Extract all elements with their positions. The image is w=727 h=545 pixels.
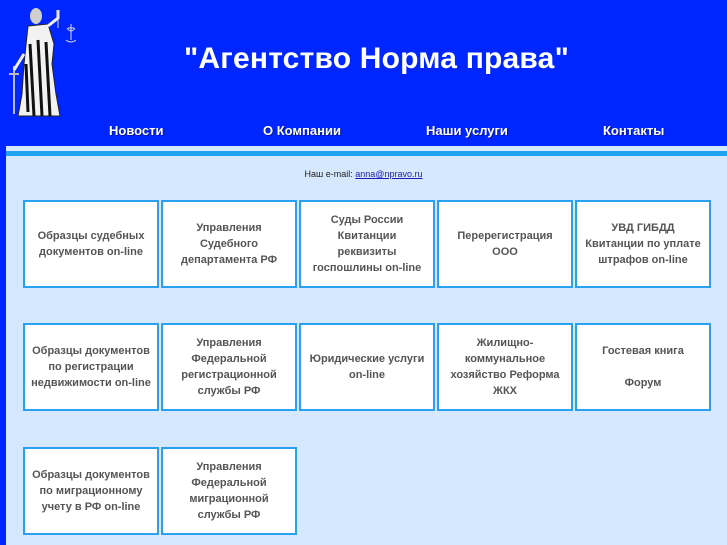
tile-judicial-department[interactable] [161,200,297,288]
tile-label: Управления Федеральной миграционной службы РФ [189,461,269,521]
tile-federal-migration-service[interactable] [161,447,297,535]
tile-label: Образцы документов по регистрации недвижимости on-line [31,345,151,389]
themis-logo-icon [4,4,76,120]
tile-label: Суды России Квитанции реквизиты госпошлины on-line [312,214,422,274]
tile-federal-registration-service[interactable] [161,323,297,411]
nav-news[interactable]: Новости [109,123,164,138]
nav-about[interactable]: О Компании [263,123,341,138]
tile-label: Перерегистрация ООО [457,230,553,258]
email-link[interactable]: anna@npravo.ru [355,169,423,179]
forum-link[interactable]: Форум [624,377,662,389]
tile-label: Юридические услуги on-line [309,353,425,381]
nav-contacts[interactable]: Контакты [603,123,665,138]
main-nav [0,123,727,141]
tile-label: УВД ГИБДД Квитанции по уплате штрафов on-line [585,222,701,266]
tile-label: Жилищно-коммунальное хозяйство Реформа ЖКХ [450,337,560,397]
tile-migration-registration-samples[interactable] [23,447,159,535]
tile-courts-russia-receipts[interactable] [299,200,435,288]
tile-label: Образцы судебных документов on-line [37,230,145,258]
tile-real-estate-registration-samples[interactable] [23,323,159,411]
email-line [0,169,727,179]
nav-services[interactable]: Наши услуги [426,123,508,138]
tile-label: Управления Судебного департамента РФ [181,222,277,266]
tile-traffic-police-fines[interactable] [575,200,711,288]
header [0,0,727,146]
tile-housing-reform[interactable] [437,323,573,411]
accent-stripe [6,151,727,156]
tile-court-document-samples[interactable] [23,200,159,288]
tile-legal-services[interactable] [299,323,435,411]
guestbook-link[interactable]: Гостевая книга [602,345,684,357]
tile-label: Образцы документов по миграционному учету в РФ on-line [32,469,150,513]
tile-guestbook-forum [575,323,711,411]
tile-label: Управления Федеральной регистрационной службы РФ [181,337,277,397]
site-title: "Агентство Норма права" [184,42,569,75]
tile-llc-reregistration[interactable] [437,200,573,288]
email-label: Наш e-mail: [304,169,353,179]
